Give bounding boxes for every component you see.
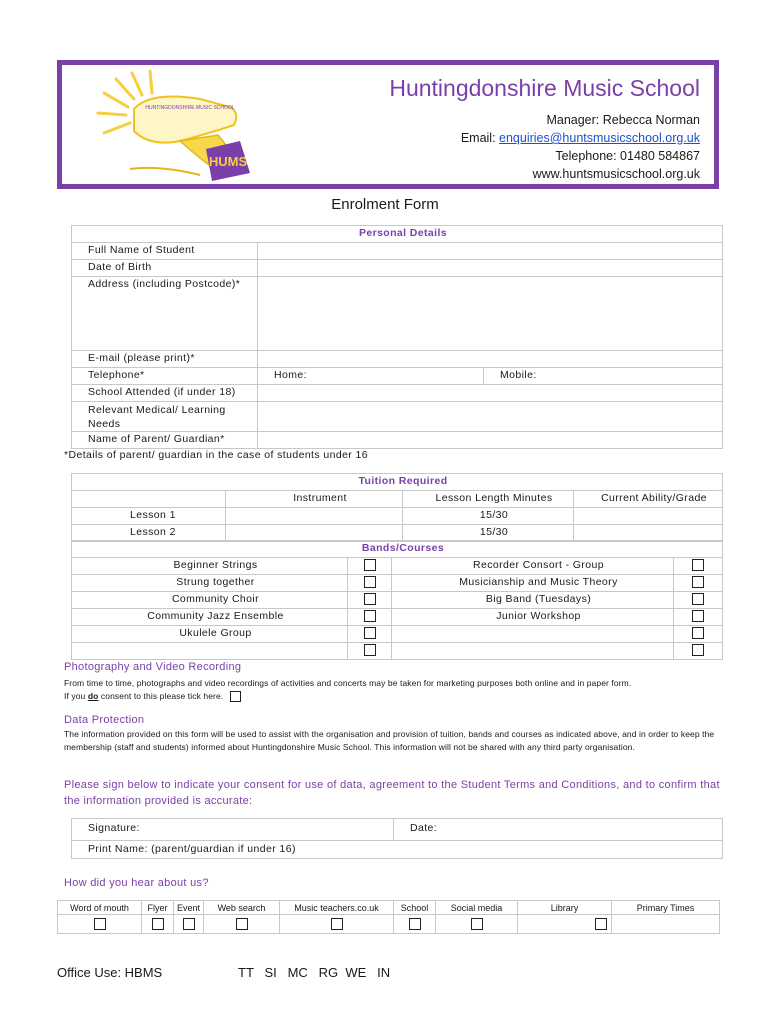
checkbox-icon[interactable]: [183, 918, 195, 930]
band-right-checkbox[interactable]: [674, 575, 723, 592]
photo-text-bold: do: [87, 691, 99, 701]
dob-field[interactable]: [258, 260, 723, 277]
band-left-label: Beginner Strings: [72, 558, 348, 575]
hear-title: How did you hear about us?: [64, 877, 209, 889]
checkbox-icon[interactable]: [692, 593, 704, 605]
hear-option-checkbox[interactable]: [142, 915, 174, 934]
band-left-checkbox[interactable]: [348, 558, 392, 575]
checkbox-icon[interactable]: [595, 918, 607, 930]
bands-title: Bands/Courses: [72, 541, 723, 558]
parent-note: *Details of parent/ guardian in the case of students under 16: [64, 449, 368, 461]
hear-option-checkbox[interactable]: [612, 915, 720, 934]
office-use-label: Office Use: HBMS: [57, 965, 163, 980]
telephone: Telephone: 01480 584867: [555, 149, 700, 163]
signature-table: [71, 818, 723, 859]
email-label-cell: E-mail (please print)*: [72, 351, 258, 368]
address-field[interactable]: [258, 277, 723, 351]
lesson-1-instrument[interactable]: [226, 508, 403, 525]
checkbox-icon[interactable]: [331, 918, 343, 930]
hear-option-label: School: [394, 901, 436, 915]
band-right-label: Big Band (Tuesdays): [392, 592, 674, 609]
band-left-checkbox[interactable]: [348, 592, 392, 609]
hear-option-label: Event: [174, 901, 204, 915]
band-left-label: Community Choir: [72, 592, 348, 609]
signature-field[interactable]: Signature:: [72, 819, 394, 841]
hear-option-label: Primary Times: [612, 901, 720, 915]
email-label: Email:: [460, 131, 500, 145]
checkbox-icon[interactable]: [409, 918, 421, 930]
checkbox-icon[interactable]: [94, 918, 106, 930]
photo-title: Photography and Video Recording: [64, 661, 242, 673]
checkbox-icon[interactable]: [471, 918, 483, 930]
checkbox-icon[interactable]: [692, 627, 704, 639]
lesson-1-ability[interactable]: [574, 508, 723, 525]
logo-badge: HUMS: [208, 154, 248, 169]
email-link[interactable]: enquiries@huntsmusicschool.org.uk: [499, 131, 700, 145]
data-protection-text: The information provided on this form will be used to assist with the organisation and provision of tuition, bands and courses as indicated above, and in order to keep the membership (staff and students) informed about Huntingdonshire Music School. This information will not be shared with any third party organisation.: [64, 729, 715, 752]
full-name-label: Full Name of Student: [72, 243, 258, 260]
mobile-phone-field[interactable]: Mobile:: [484, 368, 723, 385]
hear-option-checkbox[interactable]: [518, 915, 612, 934]
lesson-2-instrument[interactable]: [226, 525, 403, 542]
form-title: Enrolment Form: [331, 196, 439, 213]
checkbox-icon[interactable]: [364, 627, 376, 639]
band-left-checkbox[interactable]: [348, 609, 392, 626]
band-left-checkbox[interactable]: [348, 626, 392, 643]
hear-option-checkbox[interactable]: [58, 915, 142, 934]
print-name-field[interactable]: Print Name: (parent/guardian if under 16): [72, 841, 723, 859]
logo-text: HUNTINGDONSHIRE MUSIC SCHOOL: [145, 105, 235, 111]
school-field[interactable]: [258, 385, 723, 402]
checkbox-icon[interactable]: [364, 593, 376, 605]
band-right-label: Musicianship and Music Theory: [392, 575, 674, 592]
checkbox-icon[interactable]: [692, 644, 704, 656]
parent-label: Name of Parent/ Guardian*: [72, 432, 258, 449]
full-name-field[interactable]: [258, 243, 723, 260]
address-label: Address (including Postcode)*: [72, 277, 258, 351]
hear-option-label: Library: [518, 901, 612, 915]
personal-details-title: Personal Details: [72, 226, 723, 243]
band-right-checkbox[interactable]: [674, 626, 723, 643]
col-length: Lesson Length Minutes: [403, 491, 574, 508]
photo-text-post: consent to this please tick here.: [98, 691, 224, 701]
checkbox-icon[interactable]: [692, 559, 704, 571]
band-left-label: Community Jazz Ensemble: [72, 609, 348, 626]
school-label: School Attended (if under 18): [72, 385, 258, 402]
band-left-label: [72, 643, 348, 660]
bands-table: [71, 540, 723, 660]
tuition-table: [71, 473, 723, 542]
checkbox-icon[interactable]: [236, 918, 248, 930]
lesson-2-label: Lesson 2: [72, 525, 226, 542]
hear-option-checkbox[interactable]: [436, 915, 518, 934]
school-name: Huntingdonshire Music School: [389, 75, 700, 101]
data-protection-title: Data Protection: [64, 714, 145, 726]
hear-option-label: Word of mouth: [58, 901, 142, 915]
checkbox-icon[interactable]: [364, 610, 376, 622]
dob-label: Date of Birth: [72, 260, 258, 277]
band-right-label: Junior Workshop: [392, 609, 674, 626]
header-box: [57, 60, 719, 189]
band-left-checkbox[interactable]: [348, 575, 392, 592]
col-ability: Current Ability/Grade: [574, 491, 723, 508]
telephone-label: Telephone*: [72, 368, 258, 385]
lesson-2-ability[interactable]: [574, 525, 723, 542]
lesson-1-label: Lesson 1: [72, 508, 226, 525]
hear-option-label: Social media: [436, 901, 518, 915]
band-right-checkbox[interactable]: [674, 643, 723, 660]
lesson-2-length[interactable]: 15/30: [403, 525, 574, 542]
checkbox-icon[interactable]: [364, 576, 376, 588]
hear-option-label: Flyer: [142, 901, 174, 915]
email-field[interactable]: [258, 351, 723, 368]
lesson-1-length[interactable]: 15/30: [403, 508, 574, 525]
band-right-label: [392, 626, 674, 643]
personal-details-table: [71, 225, 723, 449]
medical-label: Relevant Medical/ Learning Needs: [72, 402, 258, 432]
photo-text-line-1: From time to time, photographs and video recordings of activities and concerts may be taken for marketing purposes both online and in paper form.: [64, 678, 632, 688]
school-logo: [90, 69, 270, 187]
band-right-checkbox[interactable]: [674, 609, 723, 626]
band-right-label: [392, 643, 674, 660]
parent-field[interactable]: [258, 432, 723, 449]
checkbox-icon[interactable]: [364, 559, 376, 571]
checkbox-icon[interactable]: [692, 610, 704, 622]
home-phone-field[interactable]: Home:: [258, 368, 484, 385]
manager: Manager: Rebecca Norman: [546, 113, 700, 127]
medical-field[interactable]: [258, 402, 723, 432]
hear-option-checkbox[interactable]: [204, 915, 280, 934]
band-right-checkbox[interactable]: [674, 558, 723, 575]
checkbox-icon[interactable]: [152, 918, 164, 930]
hear-option-label: Music teachers.co.uk: [280, 901, 394, 915]
hear-option-checkbox[interactable]: [394, 915, 436, 934]
band-left-checkbox[interactable]: [348, 643, 392, 660]
website: www.huntsmusicschool.org.uk: [532, 167, 700, 181]
band-left-label: Ukulele Group: [72, 626, 348, 643]
tuition-corner: [72, 491, 226, 508]
band-left-label: Strung together: [72, 575, 348, 592]
checkbox-icon[interactable]: [364, 644, 376, 656]
band-right-checkbox[interactable]: [674, 592, 723, 609]
photo-text: [64, 677, 724, 703]
col-instrument: Instrument: [226, 491, 403, 508]
date-field[interactable]: Date:: [394, 819, 723, 841]
hear-option-checkbox[interactable]: [280, 915, 394, 934]
hear-option-checkbox[interactable]: [174, 915, 204, 934]
hear-option-label: Web search: [204, 901, 280, 915]
checkbox-icon[interactable]: [692, 576, 704, 588]
tuition-title: Tuition Required: [72, 474, 723, 491]
hear-table: [57, 900, 720, 934]
photo-text-line-2: [64, 690, 724, 703]
photo-text-pre: If you: [64, 691, 88, 701]
band-right-label: Recorder Consort - Group: [392, 558, 674, 575]
consent-text: Please sign below to indicate your consent for use of data, agreement to the Student Terms and Conditions, and to confirm that the information provided is accurate:: [64, 779, 720, 807]
office-use-codes: TT SI MC RG WE IN: [238, 965, 391, 980]
email-line: [461, 131, 700, 145]
photo-consent-checkbox[interactable]: [230, 691, 241, 702]
